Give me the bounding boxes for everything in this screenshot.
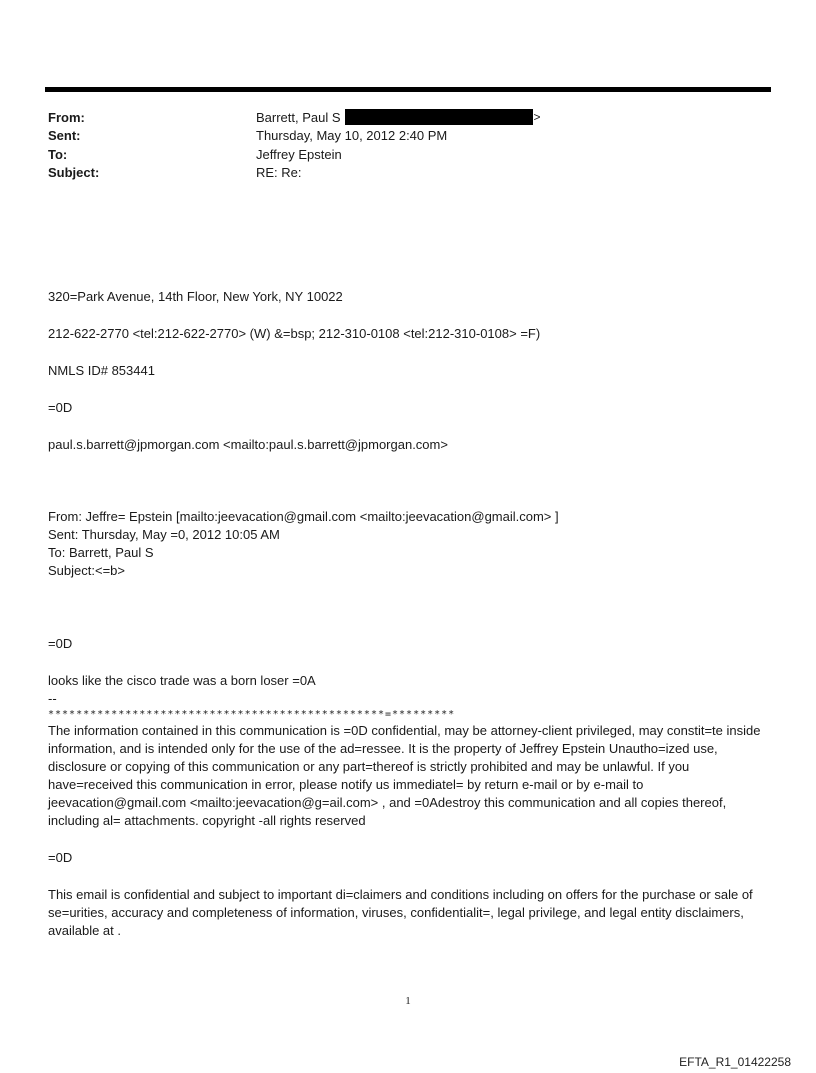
sent-value: Thursday, May 10, 2012 2:40 PM <box>256 128 448 144</box>
encoding-line-3: =0D <box>48 850 73 865</box>
from-label: From: <box>48 109 85 125</box>
to-value: Jeffrey Epstein <box>256 146 342 162</box>
page-number: 1 <box>405 995 411 1007</box>
disclaimer-paragraph: The information contained in this communication is =0D confidential, may be attorney-client privileged, may constit=te inside information, and is intended only for the use of the ad=ressee. It is the property of Jeffrey Epstein Unautho=ized use, disclosure or copying of this communication or any part=thereof is strictly prohibited and may be unlawful. If you have=received this communication in error, please notify us immediatel= by return e-mail or by e-mail to jeevacation@gmail.com <mailto:jeevacation@g=ail.com> , and =0Adestroy this communication and all copies thereof, including al= attachments. copyright -all rights reserved <box>48 723 761 828</box>
subject-value: RE: Re: <box>256 165 302 181</box>
quoted-from-line: From: Jeffre= Epstein [mailto:jeevacation@gmail.com <mailto:jeevacation@gmail.com> ] <box>48 509 559 524</box>
to-label: To: <box>48 146 68 162</box>
redaction-block <box>345 109 533 125</box>
email-body <box>48 288 774 940</box>
from-value-wrap <box>256 109 541 125</box>
phone-line: 212-622-2770 <tel:212-622-2770> (W) &=bsp; 212-310-0108 <tel:212-310-0108> =F) <box>48 326 541 341</box>
quoted-sent-line: Sent: Thursday, May =0, 2012 10:05 AM <box>48 527 280 542</box>
subject-label: Subject: <box>48 165 100 181</box>
signature-dashes: -- <box>48 691 57 706</box>
quoted-to-line: To: Barrett, Paul S <box>48 545 154 560</box>
separator-stars: ************************************************=********* <box>48 709 456 720</box>
address-line: 320=Park Avenue, 14th Floor, New York, NY 10022 <box>48 289 343 304</box>
subject-row <box>48 164 748 183</box>
email-header <box>48 108 748 182</box>
message-line: looks like the cisco trade was a born loser =0A <box>48 673 316 688</box>
sent-label: Sent: <box>48 128 81 144</box>
quoted-subject-line: Subject:<=b> <box>48 563 125 578</box>
sent-row <box>48 127 748 146</box>
from-value: Barrett, Paul S <box>256 109 341 125</box>
email-line: paul.s.barrett@jpmorgan.com <mailto:paul.s.barrett@jpmorgan.com> <box>48 437 448 452</box>
bates-number: EFTA_R1_01422258 <box>679 1055 791 1069</box>
header-rule <box>45 87 771 92</box>
from-trail: > <box>533 110 541 125</box>
nmls-line: NMLS ID# 853441 <box>48 363 155 378</box>
confidentiality-paragraph: This email is confidential and subject to important di=claimers and conditions including on offers for the purchase or sale of se=urities, accuracy and completeness of information, viruses, confidentialit=, legal privilege, and legal entity disclaimers, available at . <box>48 887 753 938</box>
to-row <box>48 145 748 164</box>
from-row <box>48 108 748 127</box>
encoding-line-2: =0D <box>48 636 73 651</box>
encoding-line-1: =0D <box>48 400 73 415</box>
